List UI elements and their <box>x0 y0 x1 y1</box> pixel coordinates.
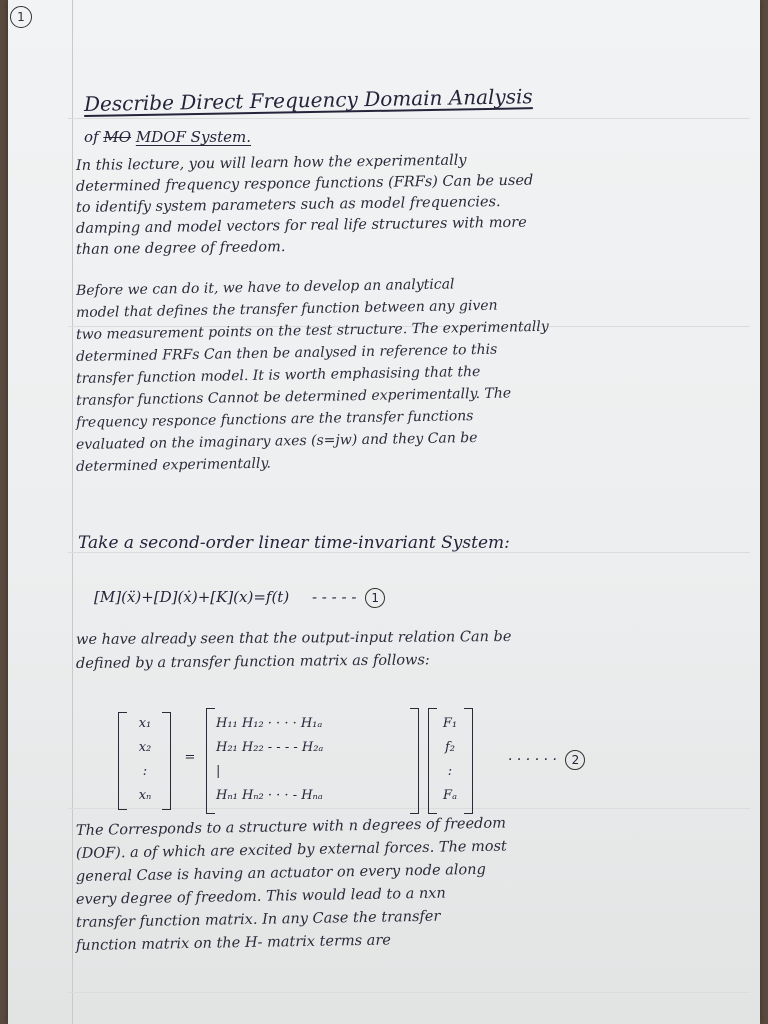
x-entry: : <box>142 764 148 779</box>
text-line: frequency responce functions are the transfer functions <box>75 408 474 431</box>
f-entry: f₂ <box>444 740 456 755</box>
text-line: evaluated on the imaginary axes (s=jw) and they Can be <box>75 429 478 453</box>
f-entry: F₁ <box>442 716 458 731</box>
h-right-bracket <box>410 708 419 814</box>
x-left-bracket <box>118 712 127 810</box>
paragraph-model <box>75 276 766 478</box>
subtitle-rest: MDOF System. <box>135 128 252 146</box>
f-vector <box>436 712 464 808</box>
system-statement: Take a second-order linear time-invariant System: <box>78 533 510 553</box>
text-line: The Corresponds to a structure with n degrees of freedom <box>75 815 507 839</box>
paragraph-intro <box>75 152 766 261</box>
text-line: two measurement points on the test structure. The experimentally <box>75 318 549 343</box>
equation-1-body: [M](ẍ)+[D](ẋ)+[K](x)=f(t) <box>94 588 290 606</box>
equation-2-number: 2 <box>565 750 585 770</box>
h-row: H₂₁ H₂₂ - - - - H₂ₐ <box>216 740 324 755</box>
text-line: In this lecture, you will learn how the experimentally <box>75 152 467 174</box>
equation-1 <box>94 588 385 608</box>
text-line: determined experimentally. <box>75 455 272 475</box>
text-line: determined FRFs Can then be analysed in reference to this <box>75 341 498 365</box>
page-title: Describe Direct Frequency Domain Analysis <box>83 84 533 116</box>
paragraph-relation <box>76 628 766 676</box>
text-line: model that defines the transfer function between any given <box>75 297 498 321</box>
x-entry: x₁ <box>138 716 152 731</box>
ruled-line <box>68 118 750 119</box>
text-line: to identify system parameters such as model frequencies. <box>75 194 501 216</box>
equation-1-dots: - - - - - <box>311 588 357 606</box>
text-line: function matrix on the H- matrix terms are <box>75 932 392 954</box>
text-line: than one degree of freedom. <box>75 239 286 258</box>
x-vector <box>128 712 162 808</box>
h-row: H₁₁ H₁₂ · · · · H₁ₐ <box>216 716 323 731</box>
equation-2-dots: · · · · · · <box>508 752 557 768</box>
x-right-bracket <box>162 712 171 810</box>
h-row: Hₙ₁ Hₙ₂ · · · - Hₙₐ <box>216 788 323 803</box>
f-entry: Fₐ <box>443 788 457 803</box>
margin-line <box>72 0 73 1024</box>
text-line: transfer function matrix. In any Case the transfer <box>75 908 441 931</box>
equation-2-label <box>508 750 585 770</box>
h-left-bracket <box>206 708 215 814</box>
f-right-bracket <box>464 708 473 814</box>
x-entry: xₙ <box>138 788 152 803</box>
subtitle-struck-text: MO <box>103 128 132 146</box>
equals-sign: = <box>184 750 196 765</box>
text-line: we have already seen that the output-input relation Can be <box>75 628 512 648</box>
text-line: transfor functions Cannot be determined experimentally. The <box>75 385 512 409</box>
text-line: every degree of freedom. This would lead to a nxn <box>75 885 446 908</box>
f-entry: : <box>447 764 453 779</box>
subtitle-prefix: of <box>84 128 99 146</box>
h-row: | <box>216 764 221 779</box>
text-line: damping and model vectors for real life structures with more <box>75 214 527 237</box>
x-entry: x₂ <box>138 740 152 755</box>
notebook-page <box>8 0 760 1024</box>
ruled-line <box>68 992 750 993</box>
text-line: general Case is having an actuator on every node along <box>75 861 486 885</box>
page-number: 1 <box>10 6 32 28</box>
text-line: transfer function model. It is worth emphasising that the <box>75 363 481 387</box>
equation-1-number: 1 <box>365 588 385 608</box>
h-matrix <box>216 712 416 808</box>
text-line: defined by a transfer function matrix as follows: <box>75 652 430 672</box>
text-line: Before we can do it, we have to develop an analytical <box>75 276 455 299</box>
text-line: (DOF). a of which are excited by external forces. The most <box>75 838 507 862</box>
paragraph-dof <box>75 815 766 958</box>
page-subtitle <box>84 128 251 146</box>
text-line: determined frequency responce functions (FRFs) Can be used <box>75 172 534 195</box>
